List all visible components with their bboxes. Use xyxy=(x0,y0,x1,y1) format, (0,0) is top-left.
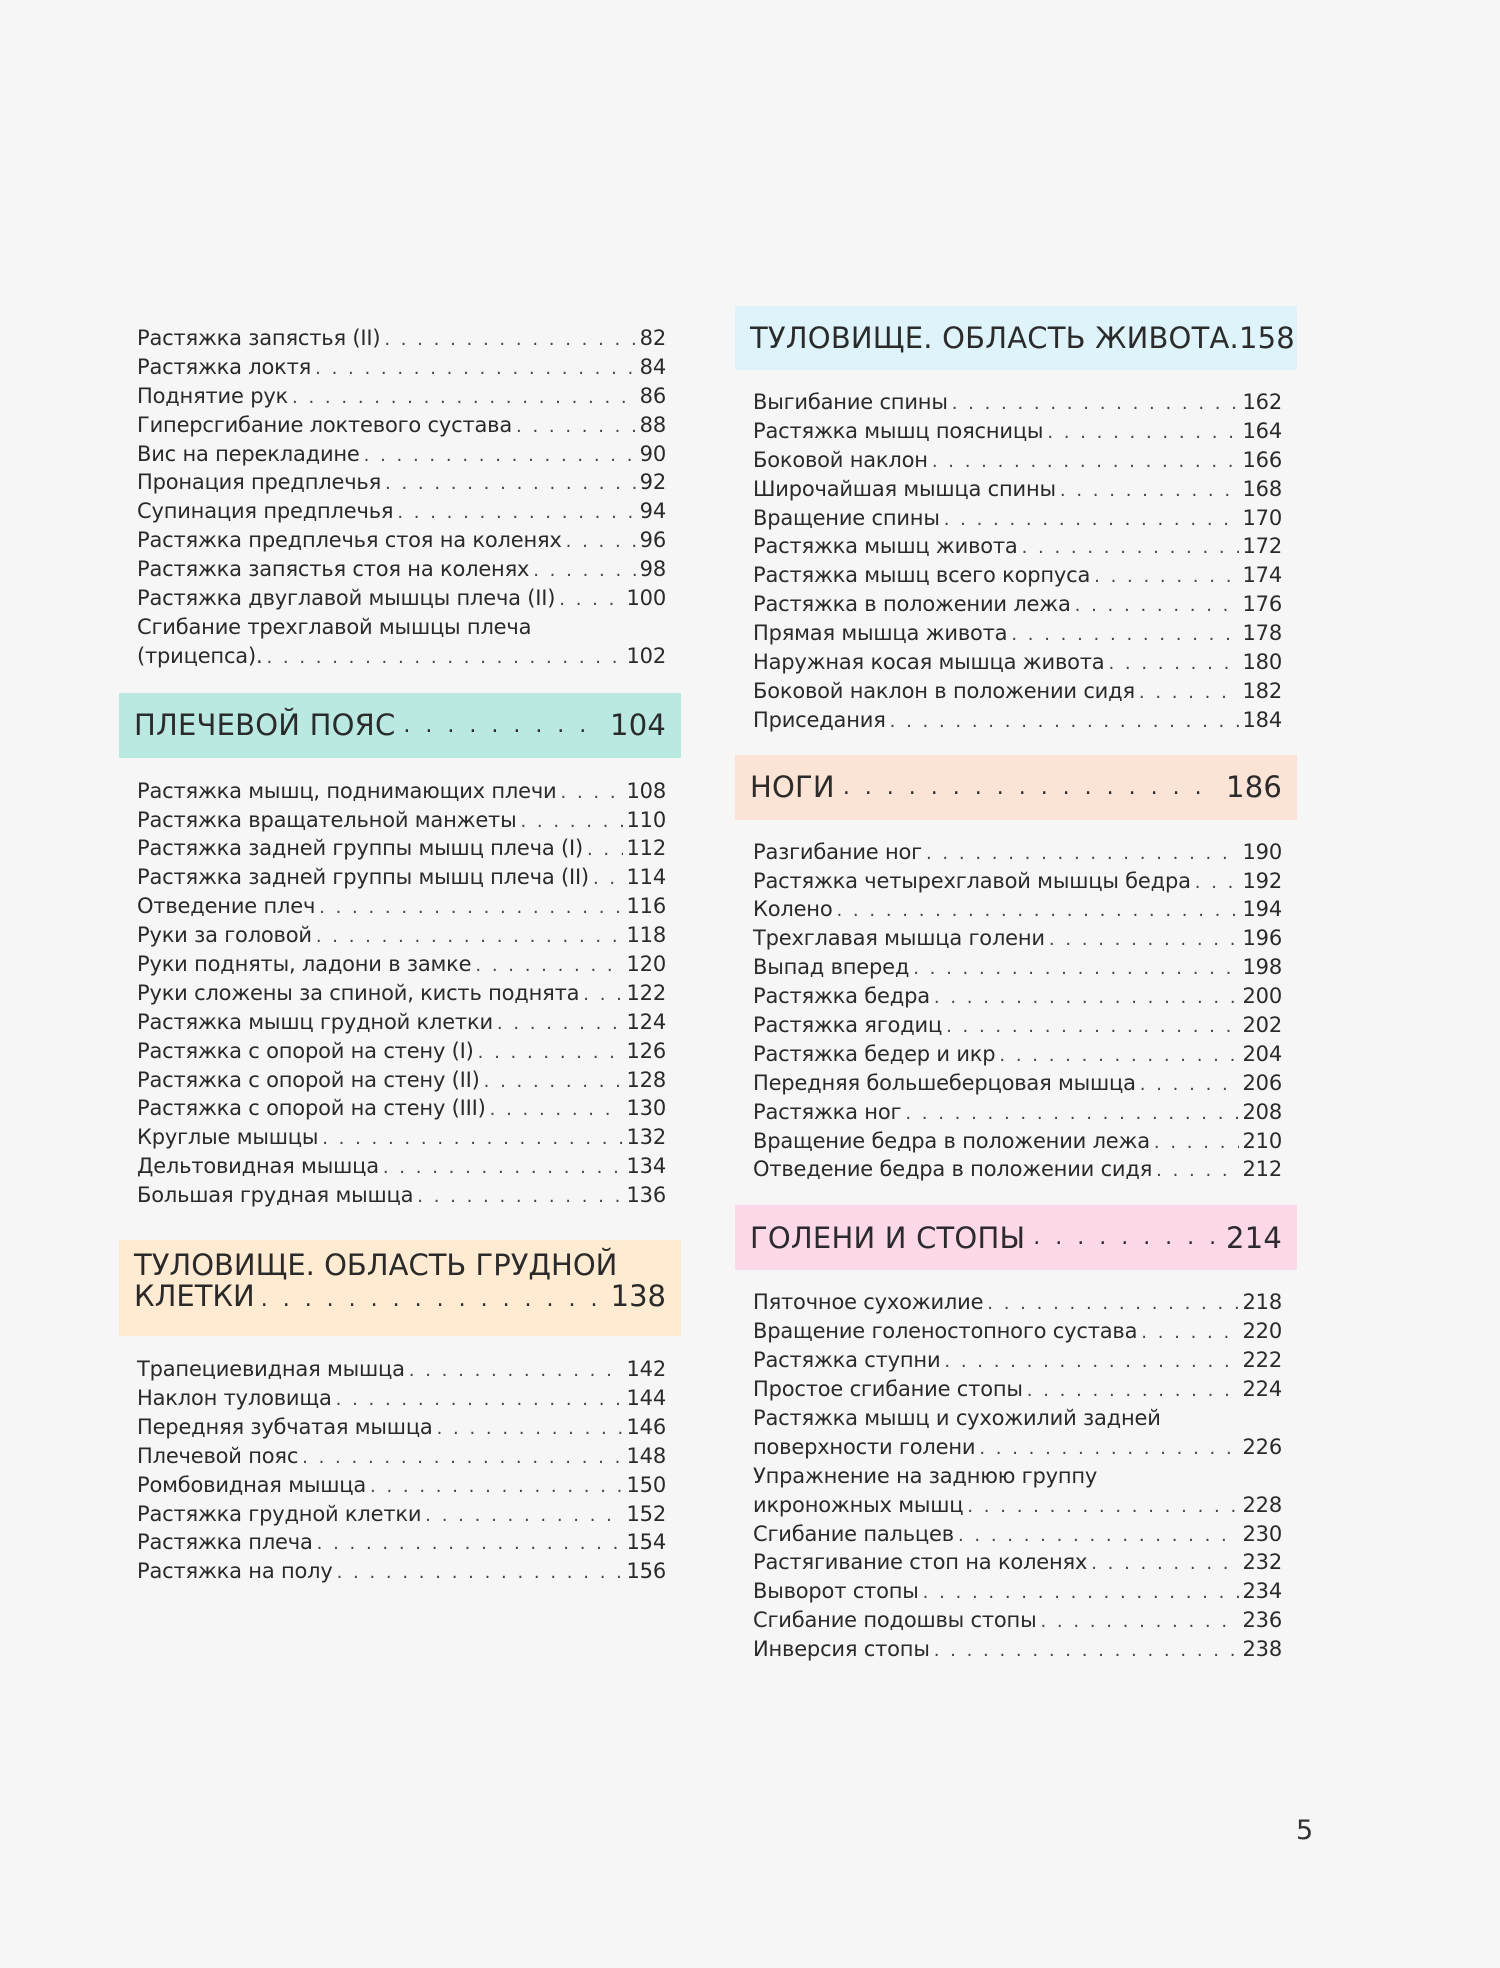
toc-entry[interactable]: Простое сгибание стопы . . . 224 xyxy=(753,1375,1282,1404)
toc-entry[interactable]: Растяжка на полу . . . 156 xyxy=(137,1557,666,1586)
toc-entry[interactable]: Растяжка запястья (II) . . . 82 xyxy=(137,324,666,353)
toc-entry[interactable]: Ромбовидная мышца . . . 150 xyxy=(137,1471,666,1500)
toc-entry[interactable]: Наружная косая мышца живота . . . 180 xyxy=(753,648,1282,677)
toc-entry[interactable]: Вращение бедра в положении лежа . . . 210 xyxy=(753,1127,1282,1156)
toc-entry[interactable]: Растяжка вращательной манжеты . . . 110 xyxy=(137,806,666,835)
toc-entry[interactable]: Растяжка ягодиц . . . 202 xyxy=(753,1011,1282,1040)
toc-entry[interactable]: Сгибание подошвы стопы . . . 236 xyxy=(753,1606,1282,1635)
toc-entry[interactable]: Руки сложены за спиной, кисть поднята . . . 122 xyxy=(137,979,666,1008)
toc-entry[interactable]: Широчайшая мышца спины . . . 168 xyxy=(753,475,1282,504)
toc-entry[interactable]: Растяжка локтя . . . 84 xyxy=(137,353,666,382)
toc-entry[interactable]: Вращение голеностопного сустава . . . 220 xyxy=(753,1317,1282,1346)
toc-entry[interactable]: Растяжка бедра . . . 200 xyxy=(753,982,1282,1011)
toc-entry[interactable]: Растяжка в положении лежа . . . 176 xyxy=(753,590,1282,619)
toc-entry[interactable]: Поднятие рук . . . 86 xyxy=(137,382,666,411)
toc-entry[interactable]: Растяжка запястья стоя на коленях . . . 98 xyxy=(137,555,666,584)
toc-group-shoulder xyxy=(119,777,681,1210)
toc-entry[interactable]: Растяжка двуглавой мышцы плеча (II) . . . 100 xyxy=(137,584,666,613)
toc-entry[interactable]: Пронация предплечья . . . 92 xyxy=(137,468,666,497)
toc-entry[interactable]: Инверсия стопы . . . 238 xyxy=(753,1635,1282,1664)
toc-entry[interactable]: Выгибание спины . . . 162 xyxy=(753,388,1282,417)
toc-entry[interactable]: Плечевой пояс . . . 148 xyxy=(137,1442,666,1471)
toc-entry[interactable]: Растяжка четырехглавой мышцы бедра . . . 192 xyxy=(753,867,1282,896)
toc-entry[interactable]: Выворот стопы . . . 234 xyxy=(753,1577,1282,1606)
toc-entry[interactable]: Растяжка мышц поясницы . . . 164 xyxy=(753,417,1282,446)
toc-entry[interactable]: Растяжка с опорой на стену (III) . . . 130 xyxy=(137,1094,666,1123)
page-number: 5 xyxy=(1296,1815,1314,1846)
toc-entry[interactable]: Растяжка с опорой на стену (I) . . . 126 xyxy=(137,1037,666,1066)
toc-entry[interactable]: Пяточное сухожилие . . . 218 xyxy=(753,1288,1282,1317)
toc-group-abdomen xyxy=(735,388,1297,735)
toc-entry[interactable]: Выпад вперед . . . 198 xyxy=(753,953,1282,982)
toc-entry[interactable]: Растяжка мышц, поднимающих плечи . . . 108 xyxy=(137,777,666,806)
toc-entry[interactable]: Трапециевидная мышца . . . 142 xyxy=(137,1355,666,1384)
toc-entry[interactable]: Растяжка с опорой на стену (II) . . . 128 xyxy=(137,1066,666,1095)
toc-entry[interactable]: Растяжка ног . . . 208 xyxy=(753,1098,1282,1127)
toc-entry[interactable]: Супинация предплечья . . . 94 xyxy=(137,497,666,526)
section-header-legs[interactable]: НОГИ . . . 186 xyxy=(735,755,1297,820)
toc-entry[interactable]: Колено . . . 194 xyxy=(753,895,1282,924)
toc-entry[interactable]: Руки за головой . . . 118 xyxy=(137,921,666,950)
toc-entry[interactable]: Разгибание ног . . . 190 xyxy=(753,838,1282,867)
toc-group-legs xyxy=(735,838,1297,1185)
toc-entry-wrapped[interactable]: Упражнение на заднюю группу икроножных мышц . . . 228 xyxy=(753,1462,1282,1520)
section-header-chest[interactable]: ТУЛОВИЩЕ. ОБЛАСТЬ ГРУДНОЙ КЛЕТКИ . . . 138 xyxy=(119,1240,681,1336)
toc-entry[interactable]: Вис на перекладине . . . 90 xyxy=(137,440,666,469)
section-header-shoulder-girdle[interactable]: ПЛЕЧЕВОЙ ПОЯС . . . 104 xyxy=(119,693,681,758)
toc-entry[interactable]: Отведение плеч . . . 116 xyxy=(137,892,666,921)
toc-entry[interactable]: Сгибание пальцев . . . 230 xyxy=(753,1520,1282,1549)
toc-group-feet xyxy=(735,1288,1297,1664)
toc-entry[interactable]: Вращение спины . . . 170 xyxy=(753,504,1282,533)
toc-entry[interactable]: Наклон туловища . . . 144 xyxy=(137,1384,666,1413)
toc-entry[interactable]: Большая грудная мышца . . . 136 xyxy=(137,1181,666,1210)
toc-entry[interactable]: Растяжка задней группы мышц плеча (II) . . . 114 xyxy=(137,863,666,892)
toc-entry[interactable]: Растяжка задней группы мышц плеча (I) . . . 112 xyxy=(137,834,666,863)
toc-entry[interactable]: Растяжка предплечья стоя на коленях . . . 96 xyxy=(137,526,666,555)
toc-entry[interactable]: Руки подняты, ладони в замке . . . 120 xyxy=(137,950,666,979)
left-column xyxy=(119,324,681,1586)
toc-entry[interactable]: Приседания . . . 184 xyxy=(753,706,1282,735)
toc-entry[interactable]: Круглые мышцы . . . 132 xyxy=(137,1123,666,1152)
toc-entry[interactable]: Растягивание стоп на коленях . . . 232 xyxy=(753,1548,1282,1577)
toc-entry[interactable]: Растяжка плеча . . . 154 xyxy=(137,1528,666,1557)
toc-entry[interactable]: Растяжка ступни . . . 222 xyxy=(753,1346,1282,1375)
toc-entry[interactable]: Боковой наклон . . . 166 xyxy=(753,446,1282,475)
toc-entry[interactable]: Дельтовидная мышца . . . 134 xyxy=(137,1152,666,1181)
toc-entry[interactable]: Отведение бедра в положении сидя . . . 212 xyxy=(753,1155,1282,1184)
toc-group-arm xyxy=(119,324,681,671)
toc-entry[interactable]: Трехглавая мышца голени . . . 196 xyxy=(753,924,1282,953)
section-header-shins-feet[interactable]: ГОЛЕНИ И СТОПЫ . . . 214 xyxy=(735,1205,1297,1270)
toc-entry-wrapped[interactable]: Сгибание трехглавой мышцы плеча (трицепса). . . . 102 xyxy=(137,613,666,671)
toc-entry[interactable]: Растяжка мышц всего корпуса . . . 174 xyxy=(753,561,1282,590)
toc-entry[interactable]: Прямая мышца живота . . . 178 xyxy=(753,619,1282,648)
toc-entry[interactable]: Передняя зубчатая мышца . . . 146 xyxy=(137,1413,666,1442)
toc-entry[interactable]: Передняя большеберцовая мышца . . . 206 xyxy=(753,1069,1282,1098)
section-header-abdomen[interactable]: ТУЛОВИЩЕ. ОБЛАСТЬ ЖИВОТА .158 xyxy=(735,306,1297,370)
toc-entry[interactable]: Гиперсгибание локтевого сустава . . . 88 xyxy=(137,411,666,440)
right-column xyxy=(735,306,1297,1664)
toc-entry[interactable]: Растяжка грудной клетки . . . 152 xyxy=(137,1500,666,1529)
toc-entry[interactable]: Растяжка мышц грудной клетки . . . 124 xyxy=(137,1008,666,1037)
toc-entry[interactable]: Боковой наклон в положении сидя . . . 182 xyxy=(753,677,1282,706)
toc-entry-wrapped[interactable]: Растяжка мышц и сухожилий задней поверхности голени . . . 226 xyxy=(753,1404,1282,1462)
toc-entry[interactable]: Растяжка мышц живота . . . 172 xyxy=(753,532,1282,561)
toc-entry[interactable]: Растяжка бедер и икр . . . 204 xyxy=(753,1040,1282,1069)
toc-group-chest xyxy=(119,1355,681,1586)
